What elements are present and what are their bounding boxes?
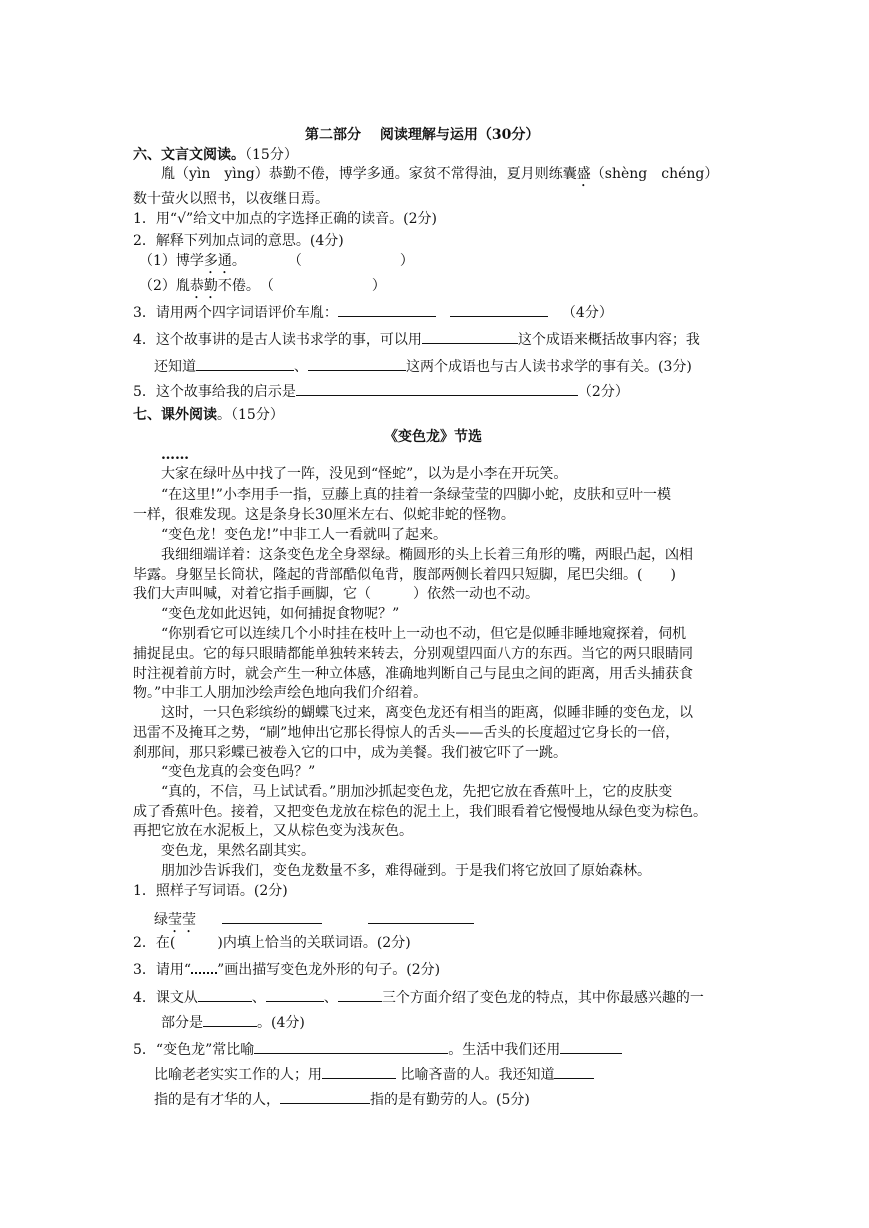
item-text: （1）博学 <box>139 253 204 269</box>
answer-bracket: 。 （ ） <box>231 253 414 269</box>
answer-blank[interactable] <box>422 329 518 344</box>
question-text: 比喻吝啬的人。我还知道 <box>396 1067 555 1083</box>
question-text: 三个方面介绍了变色龙的特点，其中你最感兴趣的一 <box>381 990 704 1006</box>
question-score: （2分） <box>577 384 629 400</box>
passage-line: 时注视着前方时，就会产生一种立体感，准确地判断自己与昆虫之间的距离，用舌头捕获食 <box>133 666 693 682</box>
question-score: （4分） <box>561 305 613 321</box>
passage-line: 毕露。身躯呈长筒状，隆起的背部酷似龟背，腹部两侧长着四只短脚，尾巴尖细。( ) <box>133 567 676 583</box>
passage-line: 刹那间，那只彩蝶已被卷入它的口中，成为美餐。我们被它吓了一跳。 <box>133 745 567 761</box>
answer-blank[interactable] <box>196 356 294 371</box>
section-7-heading <box>133 406 284 424</box>
passage-ellipsis: …… <box>161 447 189 463</box>
answer-blank[interactable] <box>368 909 474 924</box>
answer-blank[interactable] <box>266 987 324 1002</box>
answer-blank[interactable] <box>280 1089 370 1104</box>
passage-line: 大家在绿叶丛中找了一阵，没见到“怪蛇”，以为是小李在开玩笑。 <box>161 466 568 482</box>
example-word: 绿 <box>154 912 168 928</box>
question-text: 4．课文从 <box>133 990 198 1006</box>
passage-line: 捕捉昆虫。它的每只眼睛都能单独转来转去，分别观望四面八方的东西。当它的两只眼睛同 <box>133 646 693 662</box>
section-6-title: 六、文言文阅读。 <box>133 147 245 163</box>
answer-blank[interactable] <box>203 1012 257 1027</box>
question-text: 、 <box>294 359 308 375</box>
question-text: 指的是有勤劳的人。(5分) <box>370 1092 530 1108</box>
passage-line: “你别看它可以连续几个小时挂在枝叶上一动也不动，但它是似睡非睡地窥探着，伺机 <box>161 626 687 642</box>
question-text: 5．这个故事给我的启示是 <box>133 384 296 400</box>
passage-title: 《变色龙》节选 <box>384 429 482 445</box>
answer-blank[interactable] <box>308 356 406 371</box>
passage-line: “变色龙！变色龙!”中非工人一看就叫了起来。 <box>161 527 447 543</box>
sec7-question-5-line-1 <box>133 1039 622 1059</box>
passage-line: “真的，不信，马上试试看。”朋加沙抓起变色龙，先把它放在香蕉叶上，它的皮肤变 <box>161 784 673 800</box>
sec7-question-5-line-3 <box>154 1089 530 1109</box>
question-text: 。生活中我们还用 <box>448 1042 561 1058</box>
sec6-question-3 <box>133 302 613 322</box>
passage-line: “变色龙如此迟钝，如何捕捉食物呢？” <box>161 606 400 622</box>
answer-blank[interactable] <box>338 302 436 317</box>
answer-bracket: 不倦。 （ ） <box>217 278 386 294</box>
passage-line: 这时，一只色彩缤纷的蝴蝶飞过来，离变色龙还有相当的距离，似睡非睡的变色龙，以 <box>161 705 693 721</box>
passage-line: “在这里!”小李用手一指，豆藤上真的挂着一条绿莹莹的四脚小蛇，皮肤和豆叶一模 <box>161 487 671 503</box>
question-text: 3．请用“ <box>133 962 192 978</box>
classical-text-line-1 <box>161 165 718 190</box>
sec7-question-4-line-2 <box>161 1012 305 1032</box>
answer-blank[interactable] <box>322 1064 396 1079</box>
question-text: 、 <box>323 990 338 1006</box>
section-7-score: 。（15分） <box>217 407 284 423</box>
answer-blank[interactable] <box>450 302 548 317</box>
question-text: 还知道 <box>154 359 196 375</box>
classical-text-line-2: 数十萤火以照书，以夜继日焉。 <box>133 191 329 207</box>
question-text: 这两个成语也与古人读书求学的事有关。(3分) <box>406 359 692 375</box>
sec6-question-2-item-2 <box>139 277 386 302</box>
question-text: 5．“变色龙”常比喻 <box>133 1042 255 1058</box>
question-text: 这个成语来概括故事内容；我 <box>517 332 700 348</box>
passage-line: 迅雷不及掩耳之势，“刷”地伸出它那长得惊人的舌头——舌头的长度超过它身长的一倍， <box>133 725 680 741</box>
section-6-score: （15分） <box>245 147 298 163</box>
question-text: 3．请用两个四字词语评价车胤： <box>133 305 338 321</box>
passage-line: 再把它放在水泥板上，又从棕色变为浅灰色。 <box>133 823 413 839</box>
question-text: 4．这个故事讲的是古人读书求学的事，可以用 <box>133 332 422 348</box>
sec6-question-5 <box>133 381 629 401</box>
dotted-word: 恭勤 <box>189 278 218 294</box>
answer-blank[interactable] <box>198 987 252 1002</box>
question-text: 指的是有才华的人， <box>154 1092 280 1108</box>
answer-blank[interactable] <box>338 987 382 1002</box>
dotted-character: 盛 <box>576 166 591 182</box>
sec7-question-5-line-2 <box>154 1064 594 1084</box>
sec6-question-2-item-1 <box>139 252 414 277</box>
passage-line: “变色龙真的会变色吗？” <box>161 764 316 780</box>
sec7-question-4-line-1 <box>133 987 704 1007</box>
pinyin-options: （shèng chéng） <box>590 166 719 182</box>
passage-line: 物。”中非工人朋加沙绘声绘色地向我们介绍着。 <box>133 685 428 701</box>
question-text: 比喻老老实实工作的人；用 <box>154 1067 322 1083</box>
section-6-heading <box>133 146 298 164</box>
sec7-question-1: 1．照样子写词语。(2分) <box>133 883 288 899</box>
sec6-question-1: 1．用“√”给文中加点的字选择正确的读音。(2分) <box>133 211 437 227</box>
answer-blank[interactable] <box>296 381 578 396</box>
passage-line: 我们大声叫喊，对着它指手画脚，它（ ）依然一动也不动。 <box>133 586 539 602</box>
classical-text-part: 胤（yìn yìng）恭勤不倦，博学多通。家贫不常得油，夏月则练囊 <box>161 166 577 182</box>
question-text: ”画出描写变色龙外形的句子。(2分) <box>217 962 441 978</box>
question-text: 、 <box>251 990 266 1006</box>
answer-blank[interactable] <box>254 1039 448 1054</box>
sec6-question-4-line-1 <box>133 329 700 349</box>
dotted-underline-sample <box>191 960 217 974</box>
item-text: （2）胤 <box>139 278 190 294</box>
passage-line: 变色龙，果然名副其实。 <box>161 843 315 859</box>
sec6-question-4-line-2 <box>154 356 692 376</box>
passage-line: 一样，很难发现。这是条身长30厘米左右、似蛇非蛇的怪物。 <box>133 507 515 523</box>
sec7-question-3 <box>133 960 440 979</box>
answer-blank[interactable] <box>554 1064 594 1079</box>
passage-line: 我细细端详着：这条变色龙全身翠绿。椭圆形的头上长着三角形的嘴，两眼凸起，凶相 <box>161 547 693 563</box>
sec6-question-2: 2．解释下列加点词的意思。(4分) <box>133 233 344 249</box>
sec7-question-2: 2．在( )内填上恰当的关联词语。(2分) <box>133 935 411 951</box>
sec7-question-1-example <box>154 909 474 936</box>
question-score: 。(4分) <box>257 1015 305 1031</box>
passage-line: 朋加沙告诉我们，变色龙数量不多，难得碰到。于是我们将它放回了原始森林。 <box>161 863 651 879</box>
part-title: 第二部分 阅读理解与运用（30分） <box>305 127 540 143</box>
dotted-word: 莹莹 <box>168 912 196 928</box>
answer-blank[interactable] <box>560 1039 622 1054</box>
answer-blank[interactable] <box>222 909 322 924</box>
question-text: 部分是 <box>161 1015 203 1031</box>
section-7-title: 七、课外阅读 <box>133 407 217 423</box>
passage-line: 成了香蕉叶色。接着，又把变色龙放在棕色的泥土上，我们眼看着它慢慢地从绿色变为棕色。 <box>133 804 707 820</box>
dotted-word: 多通 <box>203 253 232 269</box>
